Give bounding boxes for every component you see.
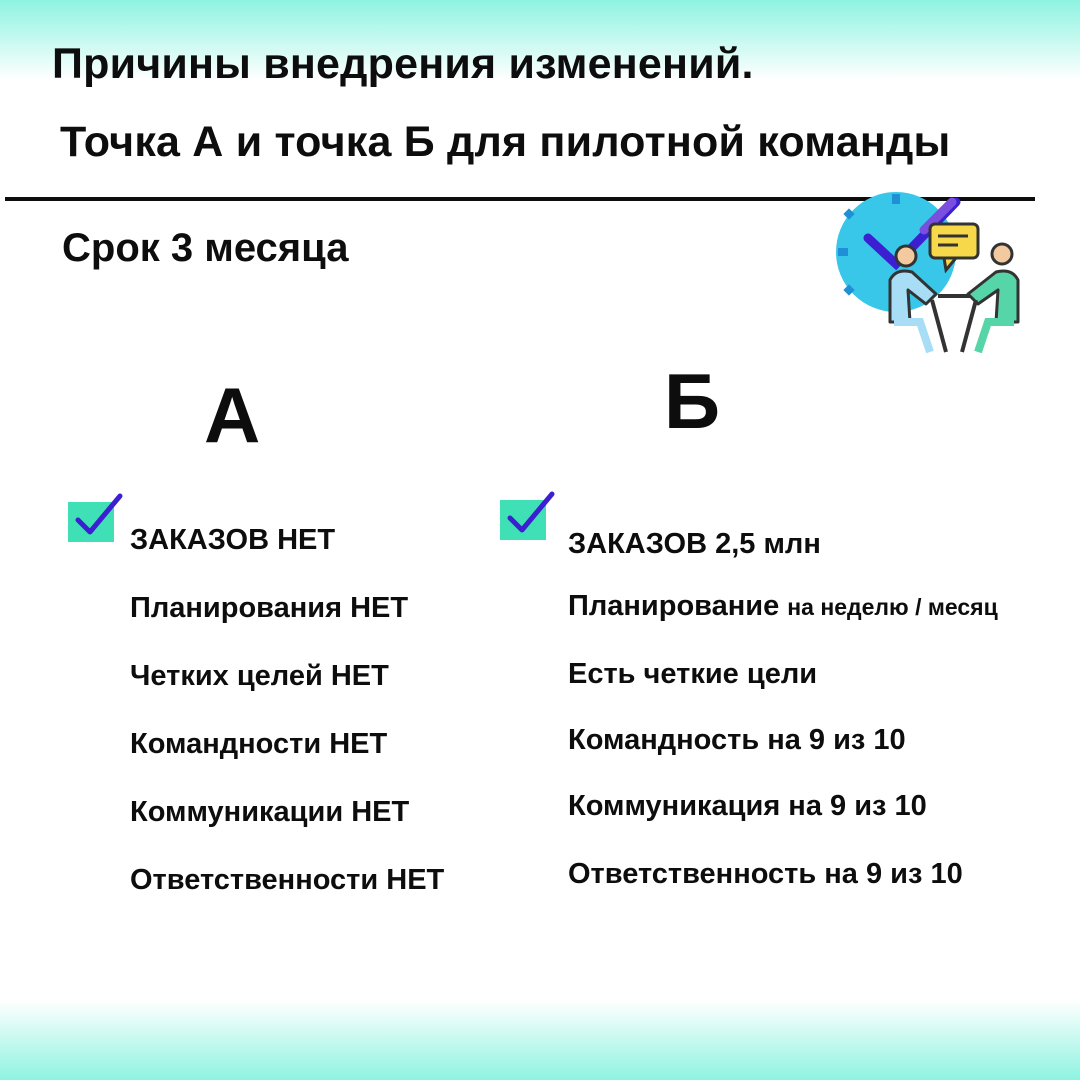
point-b-item-goals: Есть четкие цели bbox=[568, 658, 818, 690]
point-a-item-orders: ЗАКАЗОВ НЕТ bbox=[130, 524, 336, 556]
page-title-line-1: Причины внедрения изменений. bbox=[52, 40, 754, 88]
point-a-item-planning: Планирования НЕТ bbox=[130, 592, 409, 624]
point-b-item-orders: ЗАКАЗОВ 2,5 млн bbox=[568, 528, 821, 560]
term-subtitle: Срок 3 месяца bbox=[62, 226, 349, 270]
meeting-clock-icon bbox=[828, 190, 1028, 355]
point-b-item-communication: Коммуникация на 9 из 10 bbox=[568, 790, 927, 822]
point-b-planning-detail: на неделю / месяц bbox=[787, 594, 998, 620]
point-b-item-responsibility: Ответственность на 9 из 10 bbox=[568, 858, 963, 890]
point-b-item-planning bbox=[568, 590, 998, 623]
point-a-item-communication: Коммуникации НЕТ bbox=[130, 796, 410, 828]
point-a-item-goals: Четких целей НЕТ bbox=[130, 660, 389, 692]
checkbox-checked-icon bbox=[66, 490, 126, 550]
column-b-label: Б bbox=[664, 357, 721, 445]
point-a-item-responsibility: Ответственности НЕТ bbox=[130, 864, 445, 896]
page-title-line-2: Точка А и точка Б для пилотной команды bbox=[60, 118, 951, 166]
point-a-item-teamwork: Командности НЕТ bbox=[130, 728, 388, 760]
column-a-label: А bbox=[204, 371, 261, 459]
point-b-planning-label: Планирование bbox=[568, 590, 780, 622]
checkbox-checked-icon bbox=[498, 488, 558, 548]
point-b-item-teamwork: Командность на 9 из 10 bbox=[568, 724, 906, 756]
